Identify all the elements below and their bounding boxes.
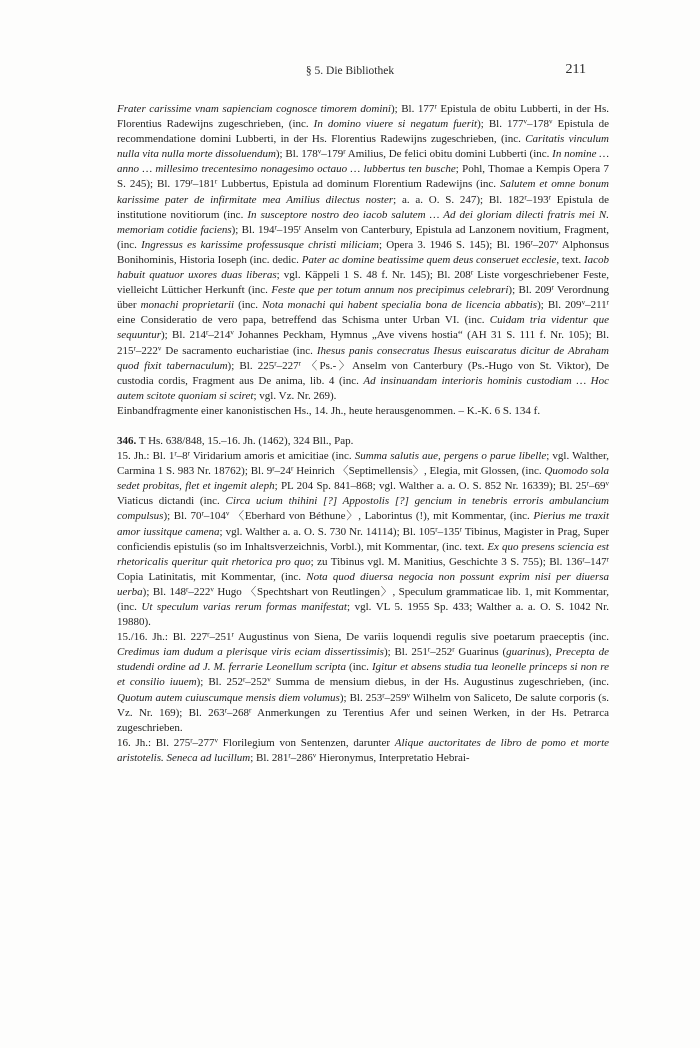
text-run: –179 [321, 148, 344, 161]
folio-side: r [274, 223, 277, 232]
text-run: ); Bl. 225 [227, 359, 275, 372]
folio-side: r [298, 359, 301, 368]
incipit-text: Quomodo sola sedet probitas, flet et ingemit aleph [117, 465, 609, 493]
text-run: T Hs. 638/848, 15.–16. Jh. (1462), 324 Bll., Pap. [136, 434, 354, 447]
folio-side: v [267, 675, 271, 684]
folio-side: r [224, 706, 228, 715]
folio-side: v [312, 751, 317, 760]
text-run: Viridarium amoris et amicitiae (inc. [190, 450, 355, 463]
text-run: 16. Jh.: Bl. 275 [117, 736, 191, 749]
text-run: –214 [208, 329, 231, 342]
text-run: ; zu Tibinus vgl. M. Manitius, Geschichte 3 S. 755); Bl. 136 [310, 555, 583, 568]
incipit-text: In nomine … anno … millesimo trecentesimo nonagesimo octauo … lubbertus ten busche [117, 148, 609, 176]
text-run: –207 [532, 238, 555, 251]
folio-side: r [288, 751, 291, 760]
text-run: Epistula de institutione novitiorum (inc. [117, 193, 610, 221]
text-run: –286 [290, 751, 313, 764]
text-run: Lubbertus, Epistula ad dominum Florentium Radewijns (inc. [217, 178, 500, 191]
incipit-text: Credimus iam dudum a plerisque viris eciam dissertissimis [117, 646, 384, 659]
text-run: Einbandfragmente einer kanonistischen Hs., 14. Jh., heute herausgenommen. – K.-K. 6 S. 134 f. [117, 404, 541, 417]
folio-side: r [206, 328, 209, 337]
paragraph [117, 102, 609, 404]
text-run: ); Bl. 251 [383, 646, 428, 659]
incipit-text: Feste que per totum annum nos precipimus celebrari [271, 284, 509, 297]
text-run: ; vgl. Walther, Carmina 1 S. 983 Nr. 18762); Bl. 9 [117, 450, 609, 478]
incipit-text: Igitur et absens studia tua leonelle princeps si non re et consilio iuuem [117, 661, 609, 689]
text-run: –181 [192, 178, 215, 191]
text-run: –222 [188, 585, 211, 598]
text-run: ; Pohl, Thomae a Kempis Opera 7 S. 245); Bl. 179 [117, 163, 609, 191]
text-run: –259 [384, 691, 407, 704]
text-run: ; vgl. Walther a. a. O. S. 730 Nr. 14114); Bl. 105 [219, 525, 436, 538]
text-run: Anselm von Canterbury, Epistula ad Lanzonem novitium, Fragment, (inc. [117, 223, 609, 251]
folio-side: r [470, 268, 474, 277]
text-run: ); Bl. 178 [275, 148, 318, 161]
text-run: ), [545, 646, 556, 659]
text-run: Wilhelm von Saliceto, De salute corporis (s. Vz. Nr. 169); Bl. 263 [117, 691, 609, 719]
folio-side: v [605, 479, 609, 488]
incipit-text: Quotum autem cuiuscumque mensis diem volumus [117, 691, 340, 704]
text-run: –8 [176, 450, 188, 463]
folio-side: r [190, 736, 193, 745]
text-run: ); Bl. 253 [339, 691, 383, 704]
text-run: –135 [437, 525, 460, 538]
paragraph [117, 630, 609, 736]
folio-side: r [187, 449, 191, 458]
text-run: Johannes Peckham, Hymnus „Ave vivens hostia“ (AH 31 S. 111 f. Nr. 105); Bl. 215 [117, 329, 609, 357]
folio-side: r [382, 691, 385, 700]
folio-side: r [548, 193, 552, 202]
folio-side: r [274, 359, 277, 368]
incipit-text: monachi proprietarii [140, 299, 235, 312]
text-run: Hugo 〈Spechtshart von Reutlingen〉, Speculum grammaticae lib. 1, mit Kommentar, (inc. [117, 585, 609, 613]
incipit-text: Ihesus panis consecratus Ihesus euiscaratus dicitur de Abraham quod fixit tabernaculum [117, 344, 609, 372]
folio-side: r [174, 449, 177, 458]
text-run: ; a. a. O. S. 247); Bl. 182 [393, 193, 525, 206]
incipit-text: Frater carissime vnam sapienciam cognosce timorem domini [117, 103, 391, 115]
text-run: ; Opera 3. 1946 S. 145); Bl. 196 [378, 238, 531, 251]
text-run: Summa de mensium diebus, in der Hs. Augustinus zugeschrieben, (inc. [270, 676, 609, 689]
folio-side: r [133, 344, 136, 352]
folio-side: r [586, 479, 589, 488]
text-run: Anmerkungen zu Terentius Afer und seinen Werken, in der Hs. Petrarca zugeschrieben. [117, 706, 609, 734]
folio-side: r [298, 223, 302, 232]
incipit-text: Pierius me traxit amor iussitque camena [117, 510, 609, 538]
folio-side: r [524, 193, 527, 202]
text-run: ); Bl. 214 [161, 329, 207, 342]
folio-side: r [606, 555, 609, 564]
text-run: Tibinus, Magister in Prag, Super conficiendis epistulis (so im Inhaltsverzeichnis, Vorbl.), mit Kommentar, (inc. text. [117, 525, 609, 553]
folio-side: r [201, 509, 204, 518]
folio-side: r [452, 645, 455, 654]
folio-side: v [214, 736, 219, 745]
folio-side: r [291, 464, 294, 473]
text-run: 15./16. Jh.: Bl. 227 [117, 631, 208, 644]
text-run: Verordnung über [117, 284, 609, 312]
text-run: ; Bl. 281 [250, 751, 289, 764]
text-run: Liste vorgeschriebener Feste, vielleicht Lütticher Herkunft (inc. [117, 269, 609, 297]
page-number: 211 [565, 62, 586, 77]
incipit-text: Pater ac domine beatissime quem deus conseruet ecclesie [301, 253, 557, 266]
folio-side: r [427, 645, 431, 654]
incipit-text: guarinus [506, 646, 546, 659]
text-run: ; vgl. VL 5. 1955 Sp. 433; Walther a. a. O. S. 1042 Nr. 19880). [117, 601, 609, 629]
text-run: Alphonsus Bonihominis, Historia Ioseph (inc. dedic. [117, 238, 609, 266]
text-run: ); Bl. 177 [390, 103, 435, 115]
text-run: Epistula de recommendatione domini Lubberti, in der Hs. Florentius Radewijns zugeschrieben, (inc. [117, 118, 609, 146]
paragraph [117, 434, 609, 449]
text-run: Hieronymus, Interpretatio Hebrai- [316, 751, 470, 764]
folio-side: v [210, 585, 214, 594]
text-run: (inc. [234, 299, 263, 312]
text-run: ); Bl. 177 [477, 118, 524, 131]
folio-side: r [434, 102, 437, 111]
folio-side: r [190, 177, 193, 186]
folio-side: r [582, 555, 585, 564]
text-run: Epistula de obitu Lubberti, in der Hs. Florentius Radewijns zugeschrieben, (inc. [117, 103, 609, 131]
paragraph [117, 404, 609, 419]
text-run: 〈Ps.-〉Anselm von Canterbury (Ps.-Hugo von St. Viktor), De custodia cordis, Fragment aus De anima, lib. 4 (inc. [117, 359, 609, 387]
folio-side: r [242, 675, 246, 684]
folio-side: v [157, 344, 162, 352]
folio-side: v [581, 298, 586, 307]
incipit-text: Iacob habuit quatuor uxores duas liberas [117, 253, 609, 282]
folio-side: r [272, 464, 275, 473]
text-run: De sacramento eucharistiae (inc. [161, 344, 317, 357]
text-run: ); Bl. 148 [142, 585, 186, 598]
folio-side: r [530, 238, 533, 247]
folio-side: r [207, 630, 210, 639]
incipit-text: Ut speculum varias rerum formas manifestat [141, 601, 347, 613]
entry-number: 346. [117, 434, 137, 447]
incipit-text: Circa ucium thihini [?] Appostolis [?] gencium in tenebris erroris ambulancium compulsus [117, 495, 609, 523]
folio-side: r [186, 585, 189, 594]
incipit-text: Alique auctoritates de libro de pomo et morte aristotelis. Seneca ad lucillum [117, 736, 610, 764]
incipit-text: Cuidam tria videntur que sequuntur [117, 314, 609, 342]
text-run: ); Bl. 70 [163, 510, 202, 523]
folio-side: v [554, 238, 559, 247]
text-run: Copia Latinitatis, mit Kommentar, (inc. [117, 570, 307, 583]
text-run: –195 [276, 223, 299, 236]
text-run: –104 [203, 510, 226, 523]
text-run: ); Bl. 194 [231, 223, 275, 236]
incipit-text: Caritatis vinculum nulla vita nulla morte dissoluendum [117, 133, 609, 161]
text-run: –227 [276, 359, 299, 372]
document-body [117, 102, 609, 766]
paragraph [117, 449, 609, 630]
text-run: 15. Jh.: Bl. 1 [117, 450, 175, 463]
folio-side: r [551, 283, 554, 292]
text-run: Augustinus von Siena, De variis loquendi regulis sive poetarum praeceptis (inc. [233, 631, 610, 644]
text-run: –69 [589, 480, 606, 493]
incipit-text: Nota quod diuersa negocia non possunt exprim nisi per diuersa uerba [117, 570, 610, 598]
text-run: eine Consideratio de vero papa, betreffend das Schisma unter Urban VI. (inc. [117, 314, 490, 327]
text-run: –252 [430, 646, 453, 659]
folio-side: v [230, 328, 234, 337]
text-run: –178 [527, 118, 550, 131]
text-run: 〈Eberhard von Béthune〉, Laborintus (!), mit Kommentar, (inc. [229, 510, 534, 523]
text-run: ); Bl. 252 [196, 676, 243, 689]
incipit-text: Ex quo presens sciencia est rhetoricalis queritur quit rhetorica pro quo [117, 540, 609, 568]
incipit-text: Ingressus es karissime professusque christi miliciam [141, 238, 379, 251]
folio-side: r [249, 706, 252, 715]
text-run: –252 [245, 676, 268, 689]
text-run: Viaticus dictandi (inc. [117, 495, 226, 508]
text-run: ; vgl. Vz. Nr. 269). [253, 389, 337, 402]
running-title: § 5. Die Bibliothek [305, 65, 395, 77]
folio-side: v [549, 117, 553, 126]
folio-side: r [435, 525, 438, 534]
folio-side: r [214, 177, 218, 186]
text-run: Heinrich 〈Septimellensis〉, Elegia, mit Glossen, (inc. [293, 465, 545, 478]
text-run: (inc. [345, 661, 372, 674]
folio-side: v [523, 117, 528, 126]
text-run: –277 [192, 736, 215, 749]
folio-side: v [317, 147, 322, 156]
text-run: ; vgl. Käppeli 1 S. 48 f. Nr. 145); Bl. 208 [276, 269, 471, 282]
paragraph-gap [117, 419, 609, 434]
text-run: –222 [135, 344, 158, 357]
text-run: –268 [227, 706, 250, 719]
incipit-text: Ad insinuandam interioris hominis custodiam … Hoc autem scitote quoniam si sciret [117, 374, 609, 402]
text-run: Amilius, De felici obitu domini Lubberti (inc. [345, 148, 553, 161]
folio-side: r [459, 525, 462, 534]
incipit-text: Nota monachi qui habent specialia bona de licencia abbatis [262, 299, 538, 312]
paragraph [117, 736, 609, 766]
text-run: ); Bl. 209 [537, 299, 582, 312]
folio-side: r [606, 298, 609, 307]
text-run: ; PL 204 Sp. 841–868; vgl. Walther a. a. O. S. 852 Nr. 16339); Bl. 25 [274, 480, 587, 493]
incipit-text: Summa salutis aue, pergens o parue libelle [354, 450, 547, 463]
text-run: –211 [585, 299, 607, 312]
text-run: –24 [274, 465, 292, 478]
text-run: –193 [526, 193, 549, 206]
incipit-text: In susceptore nostro deo iacob salutem … Ad dei gloriam dilecti fratris mei N. memoriam cotidie faciens [117, 208, 609, 236]
incipit-text: In domino viuere si negatum fuerit [313, 118, 478, 131]
text-run: –147 [584, 555, 607, 568]
folio-side: v [406, 691, 411, 700]
incipit-text: Salutem et omne bonum karissime pater de infirmitate mea Amilius dilectus noster [117, 178, 609, 206]
text-run: Florilegium von Sentenzen, darunter [218, 736, 395, 749]
folio-side: r [343, 147, 346, 156]
text-run: –251 [209, 631, 232, 644]
text-run: Guarinus ( [454, 646, 507, 659]
text-run: ); Bl. 209 [508, 284, 552, 297]
text-run: , text. [556, 253, 584, 266]
incipit-text: Precepta de studendi ordine ad J. M. ferrarie Leonellum scripta [117, 646, 609, 674]
folio-side: r [231, 630, 234, 639]
page-header [40, 62, 660, 84]
folio-side: v [225, 509, 230, 518]
